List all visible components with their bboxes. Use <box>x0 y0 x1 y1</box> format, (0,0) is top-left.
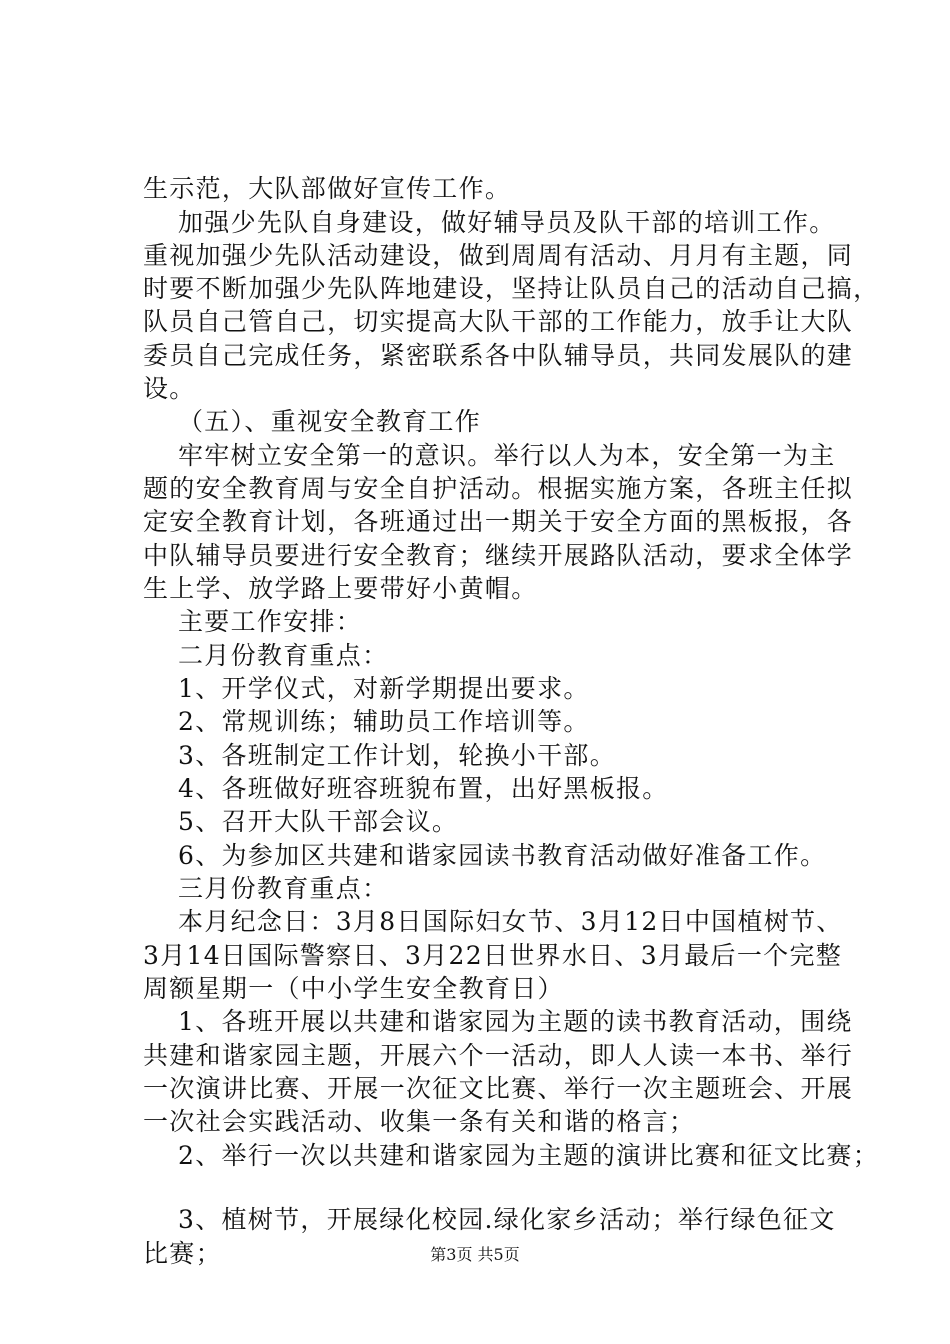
list-item: 1、各班开展以共建和谐家园为主题的读书教育活动，围绕 <box>178 1007 853 1036</box>
text-line: 生上学、放学路上要带好小黄帽。 <box>143 574 538 603</box>
text-line: 一次演讲比赛、开展一次征文比赛、举行一次主题班会、开展 <box>143 1074 854 1103</box>
paragraph-first-line: 加强少先队自身建设，做好辅导员及队干部的培训工作。 <box>178 208 836 237</box>
text-line: 生示范，大队部做好宣传工作。 <box>143 174 512 203</box>
paragraph-first-line: 本月纪念日：3月8日国际妇女节、3月12日中国植树节、 <box>178 907 843 936</box>
text-line: 重视加强少先队活动建设，做到周周有活动、月月有主题，同 <box>143 241 854 270</box>
text-line: 3月14日国际警察日、3月22日世界水日、3月最后一个完整 <box>143 941 843 970</box>
list-item: 3、各班制定工作计划，轮换小干部。 <box>178 741 617 770</box>
text-line: 周额星期一（中小学生安全教育日） <box>143 974 564 1003</box>
subheading: 主要工作安排： <box>178 607 363 636</box>
text-line: 共建和谐家园主题，开展六个一活动，即人人读一本书、举行 <box>143 1041 854 1070</box>
list-item: 3、植树节，开展绿化校园.绿化家乡活动；举行绿色征文 <box>178 1205 836 1234</box>
paragraph-first-line: 牢牢树立安全第一的意识。举行以人为本，安全第一为主 <box>178 441 836 470</box>
text-line: 一次社会实践活动、收集一条有关和谐的格言； <box>143 1107 696 1136</box>
text-line: 设。 <box>143 374 196 403</box>
text-line: 队员自己管自己，切实提高大队干部的工作能力，放手让大队 <box>143 307 854 336</box>
text-line: 中队辅导员要进行安全教育；继续开展路队活动，要求全体学 <box>143 541 854 570</box>
page-number-footer: 第3页 共5页 <box>430 1245 520 1264</box>
text-line: 比赛； <box>143 1239 222 1268</box>
section-heading: （五）、重视安全教育工作 <box>178 407 482 436</box>
text-line: 定安全教育计划，各班通过出一期关于安全方面的黑板报，各 <box>143 507 854 536</box>
list-item: 1、开学仪式，对新学期提出要求。 <box>178 674 590 703</box>
list-item: 2、常规训练；辅助员工作培训等。 <box>178 707 590 736</box>
list-item: 5、召开大队干部会议。 <box>178 807 459 836</box>
text-line: 题的安全教育周与安全自护活动。根据实施方案，各班主任拟 <box>143 474 854 503</box>
subheading: 二月份教育重点： <box>178 641 389 670</box>
list-item: 6、为参加区共建和谐家园读书教育活动做好准备工作。 <box>178 841 827 870</box>
subheading: 三月份教育重点： <box>178 874 389 903</box>
list-item: 4、各班做好班容班貌布置，出好黑板报。 <box>178 774 669 803</box>
list-item: 2、举行一次以共建和谐家园为主题的演讲比赛和征文比赛； <box>178 1141 880 1170</box>
text-line: 时要不断加强少先队阵地建设，坚持让队员自己的活动自己搞， <box>143 274 880 303</box>
text-line: 委员自己完成任务，紧密联系各中队辅导员，共同发展队的建 <box>143 341 854 370</box>
